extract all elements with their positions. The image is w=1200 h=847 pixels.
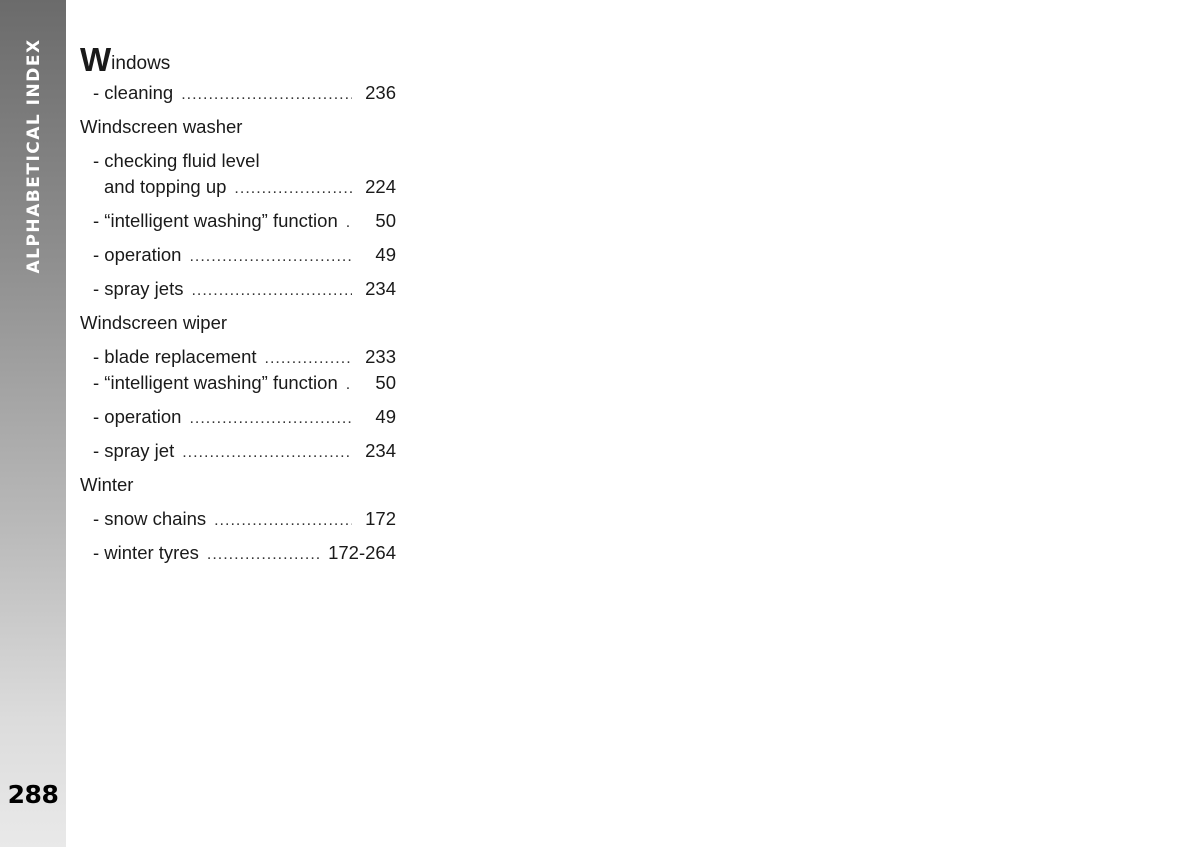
dot-leader [189,244,352,270]
index-heading-winter: Winter [80,474,134,495]
dot-leader [191,278,352,304]
index-item [80,370,396,396]
dot-leader [214,508,352,534]
dot-leader [207,542,322,568]
index-item-continuation [80,174,396,200]
section-label: ALPHABETICAL INDEX [24,38,44,274]
index-item-page: 236 [365,82,396,103]
drop-initial: W [80,41,112,78]
index-item-label: - checking fluid level [93,150,260,171]
index-item-label: - spray jets [93,278,184,299]
index-item-label: - winter tyres [93,542,199,563]
dot-leader [265,346,352,372]
index-item [80,148,396,174]
index-item [80,80,396,106]
index-item-label: - blade replacement [93,346,257,367]
index-column [80,40,396,566]
index-item [80,276,396,302]
index-item [80,242,396,268]
index-item [80,540,396,566]
index-item-label: - operation [93,406,182,427]
index-heading-windows [80,40,396,80]
index-item-label: - operation [93,244,182,265]
index-heading-windscreen-wiper: Windscreen wiper [80,312,228,333]
index-item [80,344,396,370]
index-item-page: 50 [375,210,396,231]
index-item [80,506,396,532]
index-item-label: - cleaning [93,82,174,103]
dot-leader [346,372,352,398]
sidebar-band [0,0,66,847]
index-item-page: 224 [365,176,396,197]
index-item-page: 49 [375,244,396,265]
index-heading-windscreen-washer: Windscreen washer [80,116,243,137]
index-item [80,438,396,464]
index-item-label: - snow chains [93,508,207,529]
index-item-label: and topping up [104,176,227,197]
dot-leader [346,210,352,236]
index-item [80,404,396,430]
heading-rest: indows [111,53,171,74]
dot-leader [181,82,352,108]
index-item-page: 50 [375,372,396,393]
index-item-page: 49 [375,406,396,427]
index-item [80,208,396,234]
index-item-page: 233 [365,346,396,367]
dot-leader [182,440,352,466]
dot-leader [189,406,352,432]
index-item-label: - “intelligent washing” function [93,210,338,231]
index-item-page: 172-264 [328,542,396,563]
page-number: 288 [7,780,59,809]
index-item-page: 234 [365,440,396,461]
index-item-page: 172 [365,508,396,529]
index-item-page: 234 [365,278,396,299]
index-item-label: - spray jet [93,440,175,461]
dot-leader [234,176,352,202]
index-item-label: - “intelligent washing” function [93,372,338,393]
